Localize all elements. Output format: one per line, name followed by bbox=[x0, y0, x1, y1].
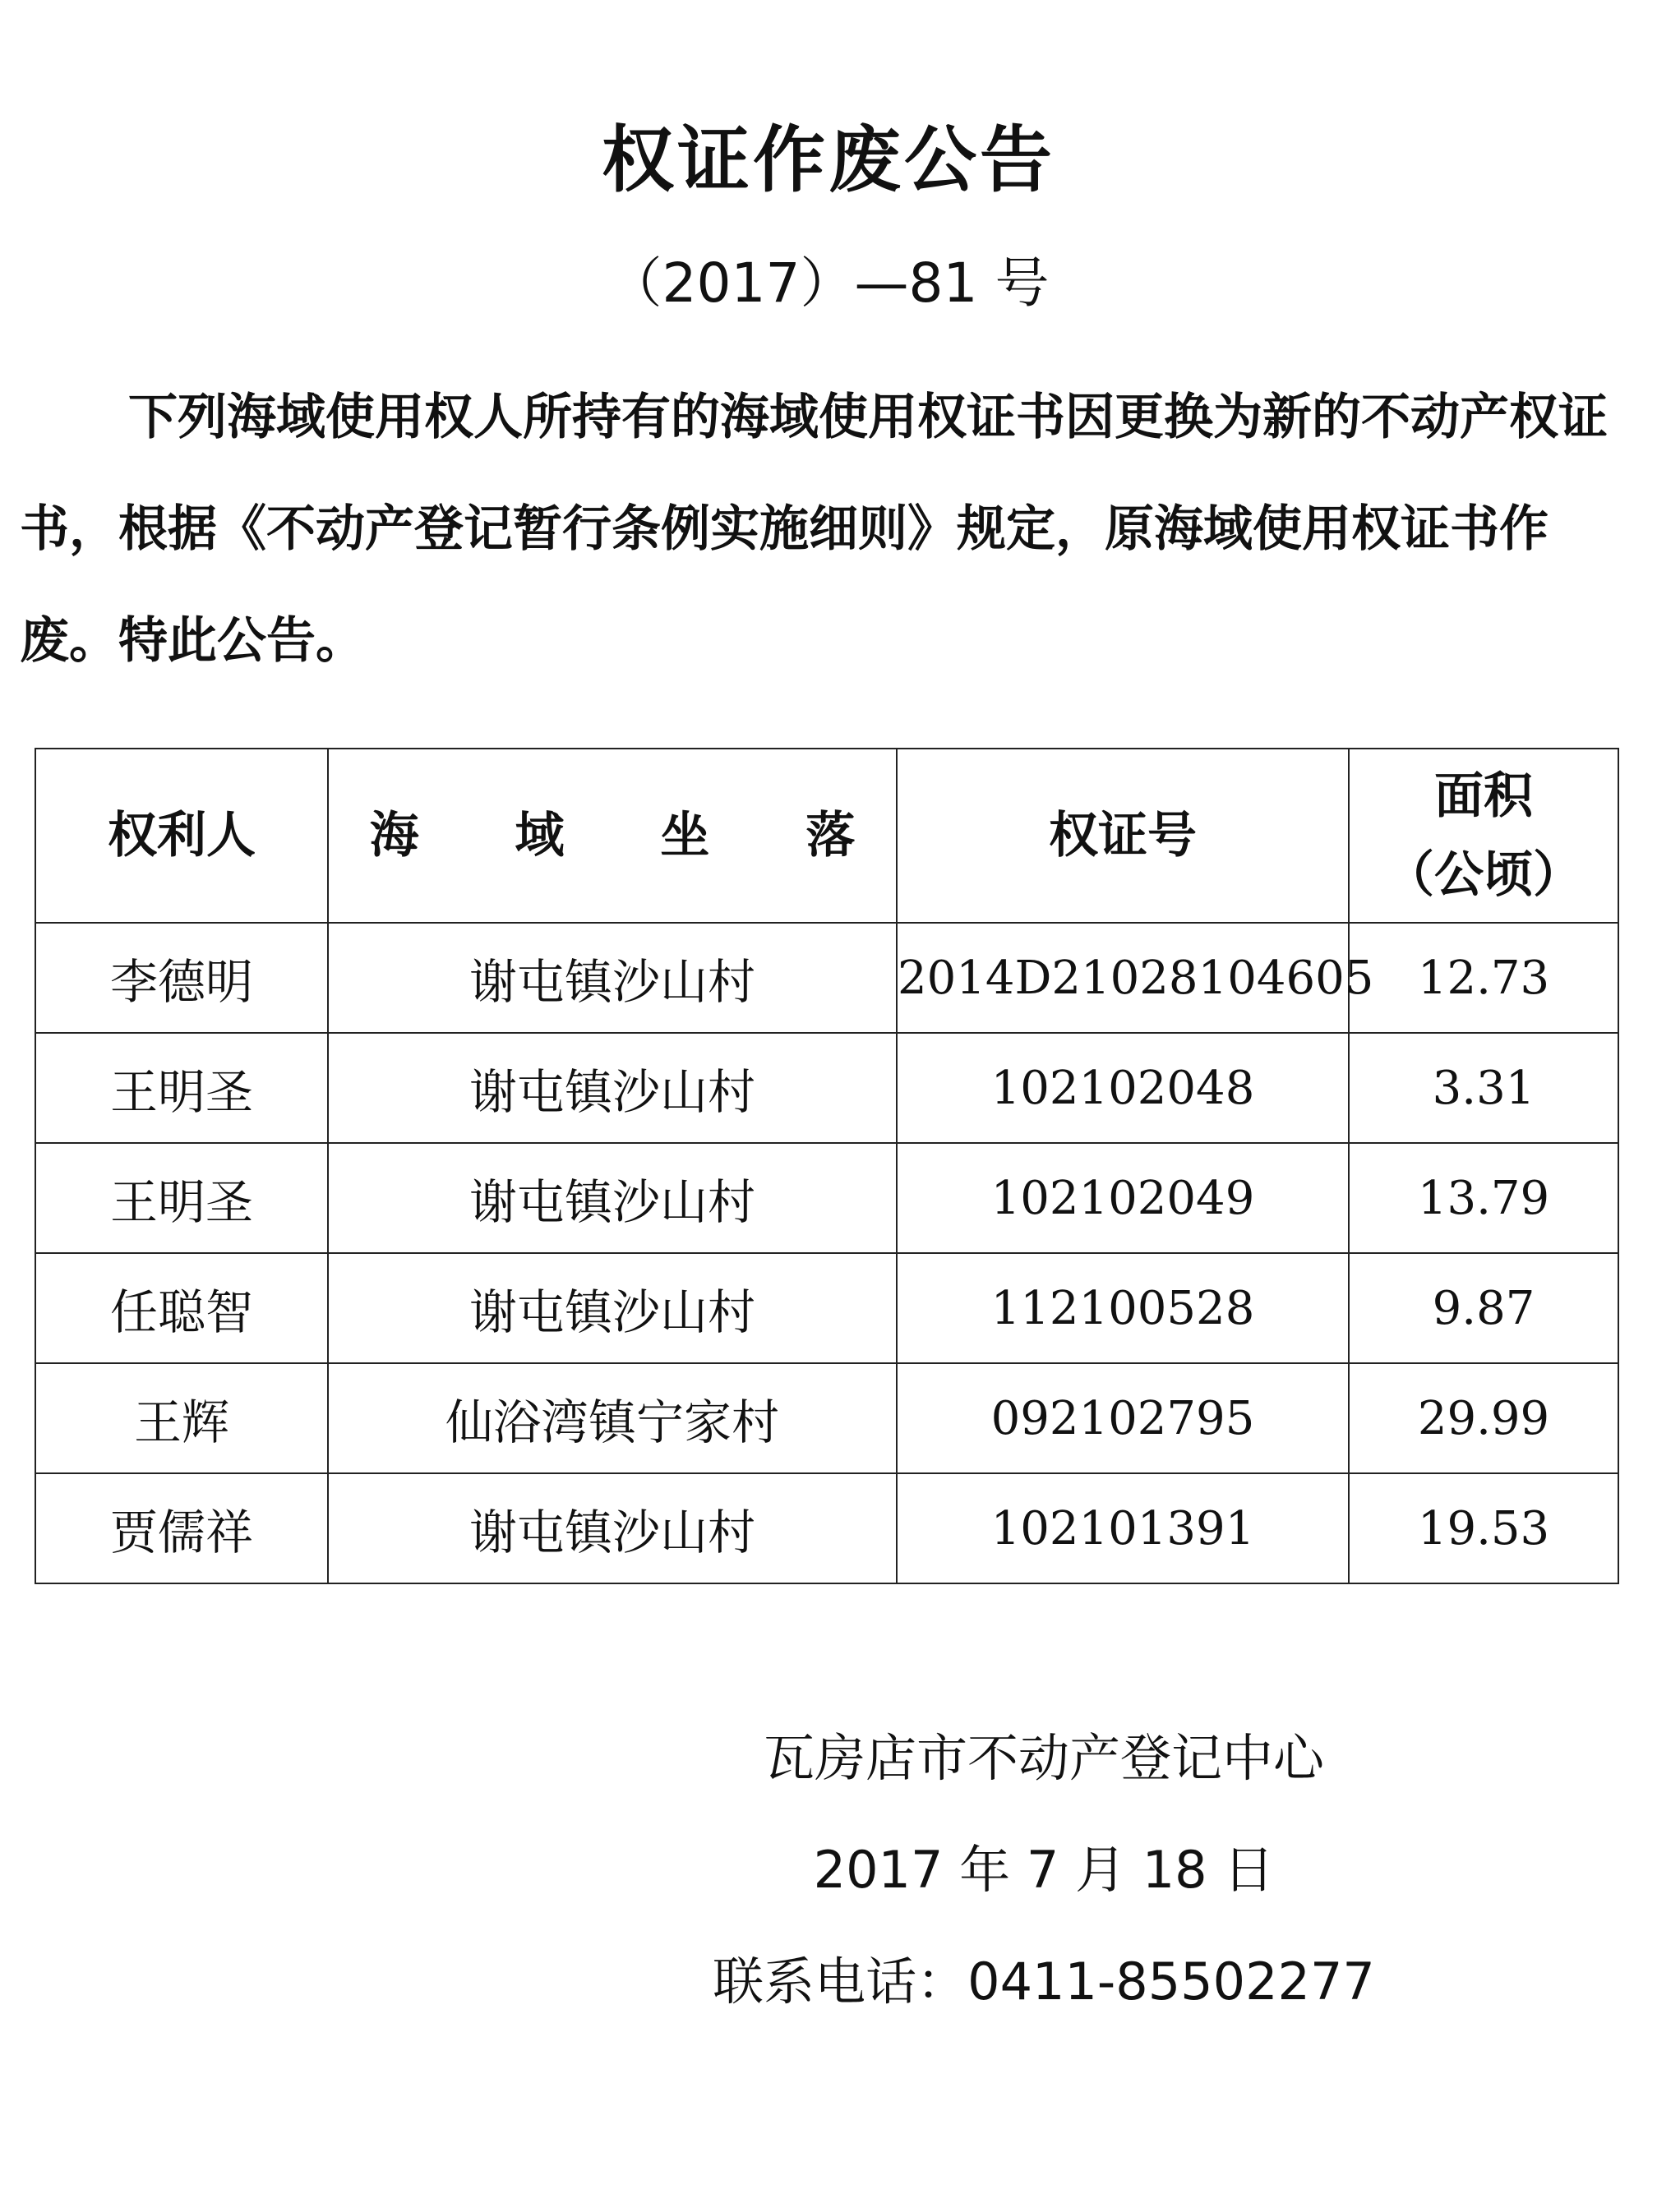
table-row bbox=[35, 1253, 1618, 1363]
contact-phone: 联系电话：0411-85502277 bbox=[713, 1952, 1375, 2012]
table-row bbox=[35, 1033, 1618, 1143]
cell-holder: 任聪智 bbox=[35, 1253, 328, 1363]
cell-area: 19.53 bbox=[1349, 1473, 1618, 1583]
cell-holder: 王辉 bbox=[35, 1363, 328, 1473]
cell-holder: 李德明 bbox=[35, 923, 328, 1033]
cell-area: 9.87 bbox=[1349, 1253, 1618, 1363]
table-row bbox=[35, 1363, 1618, 1473]
cell-area: 13.79 bbox=[1349, 1143, 1618, 1253]
cell-holder: 王明圣 bbox=[35, 1143, 328, 1253]
header-holder: 权利人 bbox=[35, 749, 328, 923]
table-row bbox=[35, 1473, 1618, 1583]
table-body bbox=[35, 923, 1618, 1583]
issue-date: 2017 年 7 月 18 日 bbox=[813, 1840, 1275, 1900]
cell-location: 谢屯镇沙山村 bbox=[328, 1033, 897, 1143]
header-location bbox=[328, 749, 897, 923]
header-area-line1: 面积 bbox=[1434, 767, 1533, 825]
notice-title: 权证作废公告 bbox=[601, 118, 1055, 202]
cell-cert-no: 102102049 bbox=[897, 1143, 1349, 1253]
cell-cert-no: 092102795 bbox=[897, 1363, 1349, 1473]
cell-location: 谢屯镇沙山村 bbox=[328, 923, 897, 1033]
notice-number: （2017）—81 号 bbox=[607, 251, 1050, 315]
header-area-line2: （公顷） bbox=[1385, 846, 1582, 904]
cell-cert-no: 2014D21028104605 bbox=[897, 923, 1349, 1033]
cell-holder: 贾儒祥 bbox=[35, 1473, 328, 1583]
table-row bbox=[35, 1143, 1618, 1253]
notice-body: 下列海域使用权人所持有的海域使用权证书因更换为新的不动产权证书，根据《不动产登记暂行条例实施细则》规定，原海域使用权证书作废。特此公告。 bbox=[20, 389, 1608, 670]
header-cert-no: 权证号 bbox=[897, 749, 1349, 923]
cell-cert-no: 102101391 bbox=[897, 1473, 1349, 1583]
header-location-label: 海 域 坐 落 bbox=[369, 807, 895, 864]
cell-location: 仙浴湾镇宁家村 bbox=[328, 1363, 897, 1473]
issuer-name: 瓦房店市不动产登记中心 bbox=[763, 1728, 1324, 1788]
table-row bbox=[35, 923, 1618, 1033]
certificate-table bbox=[35, 748, 1618, 1584]
cell-area: 3.31 bbox=[1349, 1033, 1618, 1143]
cell-location: 谢屯镇沙山村 bbox=[328, 1253, 897, 1363]
cell-location: 谢屯镇沙山村 bbox=[328, 1143, 897, 1253]
cell-area: 12.73 bbox=[1349, 923, 1618, 1033]
cell-area: 29.99 bbox=[1349, 1363, 1618, 1473]
cell-location: 谢屯镇沙山村 bbox=[328, 1473, 897, 1583]
cell-holder: 王明圣 bbox=[35, 1033, 328, 1143]
cell-cert-no: 112100528 bbox=[897, 1253, 1349, 1363]
header-area bbox=[1349, 749, 1618, 923]
table-header-row bbox=[35, 749, 1618, 923]
cell-cert-no: 102102048 bbox=[897, 1033, 1349, 1143]
